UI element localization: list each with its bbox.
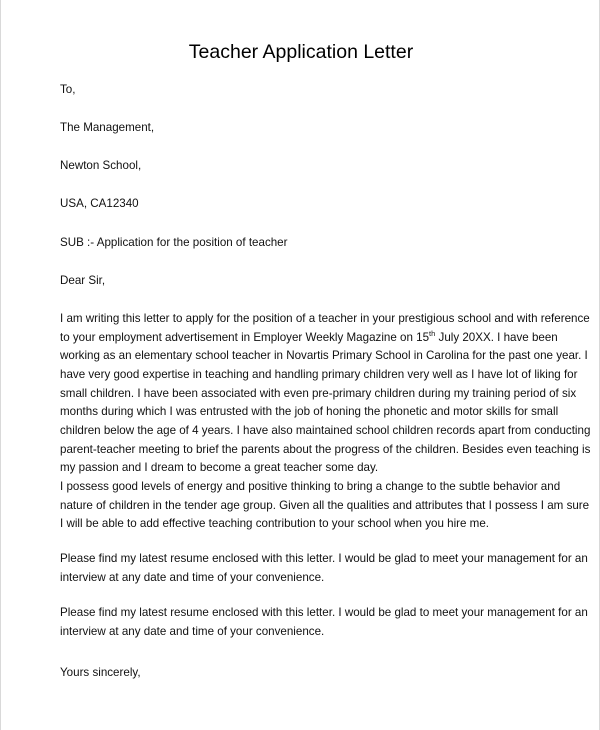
body-paragraph	[60, 310, 591, 534]
document-title: Teacher Application Letter	[188, 41, 414, 63]
body-line: working as an elementary school teacher in Novartis Primary School in Carolina for the past one year. I	[60, 349, 588, 363]
school-line: Newton School,	[60, 159, 142, 172]
signoff-line: Yours sincerely,	[60, 666, 141, 679]
body-line-with-date	[60, 328, 558, 348]
body-line: have very good expertise in teaching and handling primary children very well as I have lot of liking for	[60, 367, 578, 381]
closing-paragraph-2	[60, 604, 588, 641]
body-line: nature of children in the tender age group. Given all the qualities and attributes that I possess I am sure	[60, 498, 590, 512]
body-line: small children. I have been associated with even pre-primary children during my training period of six	[60, 386, 577, 400]
body-line: children below the age of 4 years. I have also maintained school children records apart from conducting	[60, 423, 591, 437]
body-text: July 20XX. I have been	[435, 330, 558, 344]
body-line: my passion and I dream to become a great teacher some day.	[60, 461, 379, 475]
body-line: parent-teacher meeting to brief the parents about the progress of the children. Besides even teaching is	[60, 442, 591, 456]
address-line: USA, CA12340	[60, 197, 139, 210]
body-line: I will be able to add effective teaching contribution to your school when you hire me.	[60, 517, 490, 531]
body-text: to your employment advertisement in Employer Weekly Magazine on 15	[60, 330, 430, 344]
ordinal-suffix: th	[429, 328, 436, 338]
body-line: I possess good levels of energy and positive thinking to bring a change to the subtle behavior and	[60, 479, 561, 493]
closing-line: interview at any date and time of your convenience.	[60, 570, 325, 584]
body-line: I am writing this letter to apply for the position of a teacher in your prestigious school and with reference	[60, 312, 590, 325]
subject-line: SUB :- Application for the position of teacher	[60, 236, 288, 249]
salutation-line: Dear Sir,	[60, 274, 106, 287]
closing-line: interview at any date and time of your convenience.	[60, 624, 325, 638]
to-line: To,	[60, 83, 76, 96]
recipient-line: The Management,	[60, 121, 155, 134]
closing-line: Please find my latest resume enclosed with this letter. I would be glad to meet your management for an	[60, 552, 588, 565]
closing-paragraph-1	[60, 550, 588, 587]
body-line: months during which I was entrusted with the job of honing the phonetic and motor skills for small	[60, 405, 559, 419]
closing-line: Please find my latest resume enclosed with this letter. I would be glad to meet your management for an	[60, 606, 588, 619]
